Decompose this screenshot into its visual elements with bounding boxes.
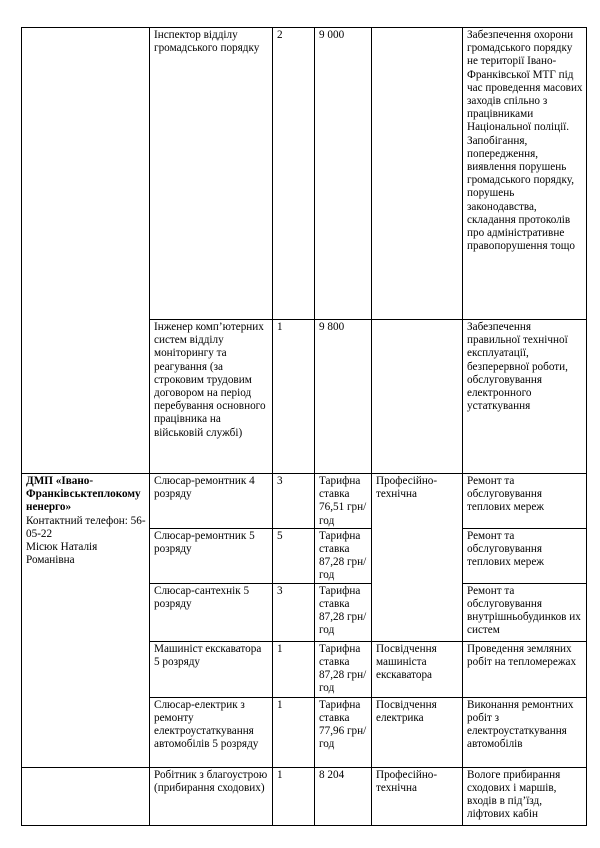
table-row	[22, 767, 587, 825]
duties-cell: Забезпечення правильної технічної експлуатації, безперервної роботи, обслуговування електронного устаткування	[463, 320, 587, 474]
count-cell: 1	[273, 697, 315, 767]
salary-cell: 9 800	[315, 320, 372, 474]
salary-cell: Тарифна ставка 76,51 грн/год	[315, 474, 372, 529]
position-cell: Слюсар-сантехнік 5 розряду	[150, 583, 273, 641]
salary-cell: Тарифна ставка 87,28 грн/год	[315, 583, 372, 641]
count-cell: 1	[273, 320, 315, 474]
position-cell: Інженер комп’ютерних систем відділу моніторингу та реагування (за строковим трудовим договором на період перебування основного працівника на військовій службі)	[150, 320, 273, 474]
requirements-cell: Професійно-технічна	[372, 767, 463, 825]
position-cell: Слюсар-електрик з ремонту електроустаткування автомобілів 5 розряду	[150, 697, 273, 767]
position-cell: Робітник з благоустрою (прибирання сходових)	[150, 767, 273, 825]
position-cell: Машиніст екскаватора 5 розряду	[150, 641, 273, 697]
organization-cell	[22, 474, 150, 768]
requirements-cell: Посвідчення машиніста екскаватора	[372, 641, 463, 697]
salary-cell: Тарифна ставка 87,28 грн/год	[315, 641, 372, 697]
duties-cell: Виконання ремонтних робіт з електроустаткування автомобілів	[463, 697, 587, 767]
requirements-cell: Професійно-технічна	[372, 474, 463, 642]
requirements-cell: Посвідчення електрика	[372, 697, 463, 767]
salary-cell: 8 204	[315, 767, 372, 825]
salary-cell: Тарифна ставка 87,28 грн/год	[315, 528, 372, 583]
count-cell: 3	[273, 583, 315, 641]
duties-cell: Ремонт та обслуговування теплових мереж	[463, 528, 587, 583]
duties-cell: Забезпечення охорони громадського порядку не території Івано-Франківської МТГ під час проведення масових заходів спільно з працівниками Національної поліції. Запобігання, попередження, виявлення порушень громадського порядку, порушень законодавства, складання протоколів про адміністративне правопорушення тощо	[463, 28, 587, 320]
duties-cell: Ремонт та обслуговування внутрішньобудинков их систем	[463, 583, 587, 641]
vacancies-table	[21, 27, 587, 826]
position-cell: Інспектор відділу громадського порядку	[150, 28, 273, 320]
organization-phone: Контактний телефон: 56-05-22	[26, 514, 146, 540]
organization-cell-empty	[22, 28, 150, 474]
count-cell: 1	[273, 641, 315, 697]
table-row	[22, 474, 587, 529]
position-cell: Слюсар-ремонтник 5 розряду	[150, 528, 273, 583]
organization-name: ДМП «Івано-Франківськтеплокому ненерго»	[26, 475, 141, 514]
count-cell: 1	[273, 767, 315, 825]
count-cell: 2	[273, 28, 315, 320]
requirements-cell	[372, 320, 463, 474]
count-cell: 3	[273, 474, 315, 529]
duties-cell: Ремонт та обслуговування теплових мереж	[463, 474, 587, 529]
salary-cell: 9 000	[315, 28, 372, 320]
duties-cell: Проведення земляних робіт на тепломережах	[463, 641, 587, 697]
table-row	[22, 28, 587, 320]
salary-cell: Тарифна ставка 77,96 грн/год	[315, 697, 372, 767]
duties-cell: Вологе прибирання сходових і маршів, входів в під’їзд, ліфтових кабін	[463, 767, 587, 825]
requirements-cell	[372, 28, 463, 320]
contact-person: Місюк Наталія Романівна	[26, 541, 98, 567]
count-cell: 5	[273, 528, 315, 583]
organization-cell-empty	[22, 767, 150, 825]
position-cell: Слюсар-ремонтник 4 розряду	[150, 474, 273, 529]
